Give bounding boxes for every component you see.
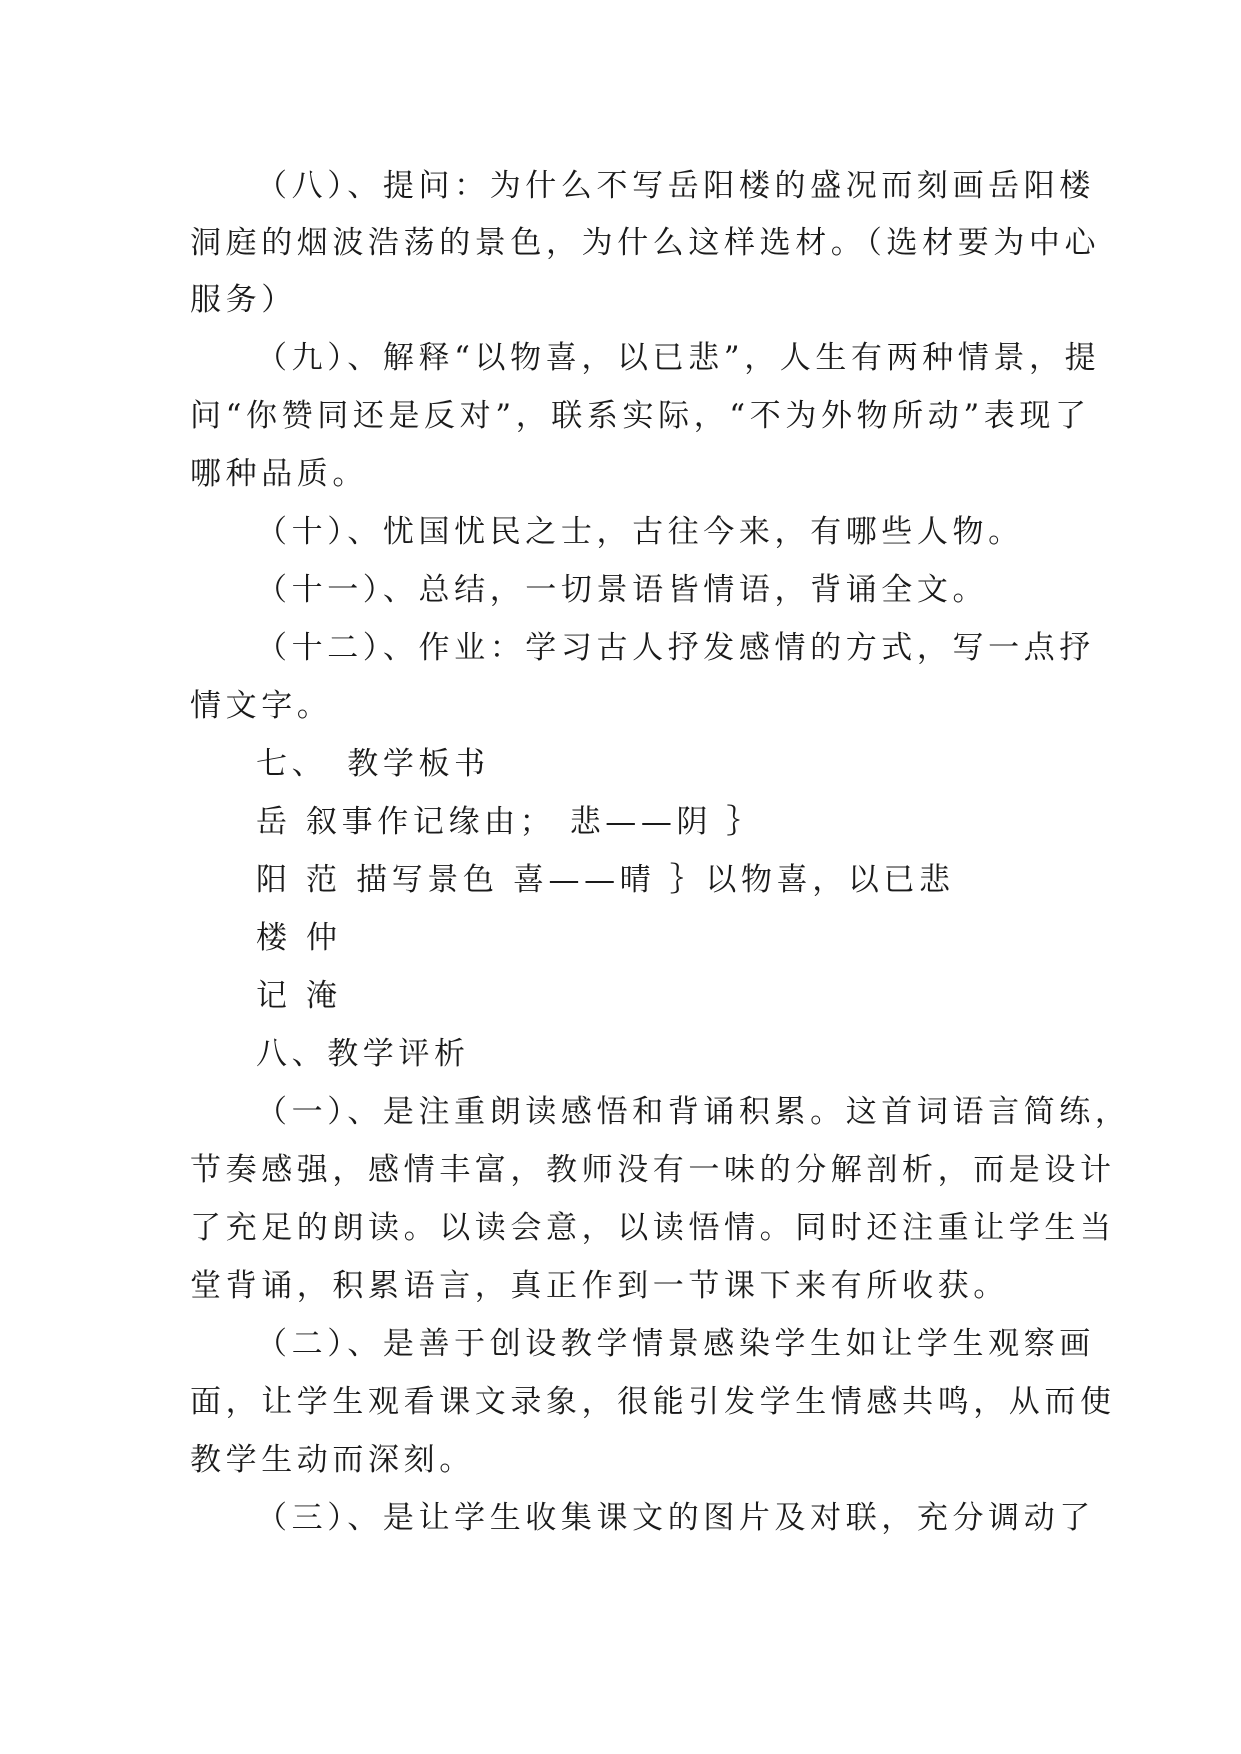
blackboard-line-1: 岳 叙事作记缘由； 悲——阴 ｝ bbox=[256, 804, 763, 840]
paragraph-8-line-2: 洞庭的烟波浩荡的景色，为什么这样选材。（选材要为中心 bbox=[190, 225, 1101, 261]
paragraph-9-line-1: （九）、解释“以物喜，以已悲”，人生有两种情景，提 bbox=[256, 340, 1101, 376]
blackboard-line-2: 阳 范 描写景色 喜——晴 ｝以物喜，以已悲 bbox=[256, 862, 955, 898]
analysis-1-line-3: 了充足的朗读。以读会意，以读悟情。同时还注重让学生当 bbox=[190, 1210, 1116, 1246]
blackboard-line-3: 楼 仲 bbox=[256, 920, 342, 956]
paragraph-12-line-1: （十二）、作业：学习古人抒发感情的方式，写一点抒 bbox=[256, 630, 1095, 666]
analysis-2-line-2: 面，让学生观看课文录象，很能引发学生情感共鸣，从而使 bbox=[190, 1384, 1116, 1420]
paragraph-9-line-2: 问“你赞同还是反对”，联系实际，“不为外物所动”表现了 bbox=[190, 398, 1091, 434]
paragraph-8-line-3: 服务） bbox=[190, 282, 297, 318]
paragraph-12-line-2: 情文字。 bbox=[190, 688, 333, 724]
section-7-heading: 七、 教学板书 bbox=[256, 746, 490, 782]
section-8-heading: 八、教学评析 bbox=[256, 1036, 470, 1072]
paragraph-8-line-1: （八）、提问：为什么不写岳阳楼的盛况而刻画岳阳楼 bbox=[256, 168, 1095, 204]
paragraph-10: （十）、忧国忧民之士，古往今来，有哪些人物。 bbox=[256, 514, 1024, 550]
analysis-2-line-1: （二）、是善于创设教学情景感染学生如让学生观察画 bbox=[256, 1326, 1095, 1362]
analysis-3-line-1: （三）、是让学生收集课文的图片及对联，充分调动了 bbox=[256, 1500, 1095, 1536]
paragraph-9-line-3: 哪种品质。 bbox=[190, 456, 368, 492]
blackboard-line-4: 记 淹 bbox=[256, 978, 342, 1014]
analysis-1-line-4: 堂背诵，积累语言，真正作到一节课下来有所收获。 bbox=[190, 1268, 1009, 1304]
analysis-1-line-2: 节奏感强，感情丰富，教师没有一味的分解剖析，而是设计 bbox=[190, 1152, 1116, 1188]
analysis-2-line-3: 教学生动而深刻。 bbox=[190, 1442, 475, 1478]
paragraph-11: （十一）、总结，一切景语皆情语，背诵全文。 bbox=[256, 572, 989, 608]
analysis-1-line-1: （一）、是注重朗读感悟和背诵积累。这首词语言简练， bbox=[256, 1094, 1131, 1130]
